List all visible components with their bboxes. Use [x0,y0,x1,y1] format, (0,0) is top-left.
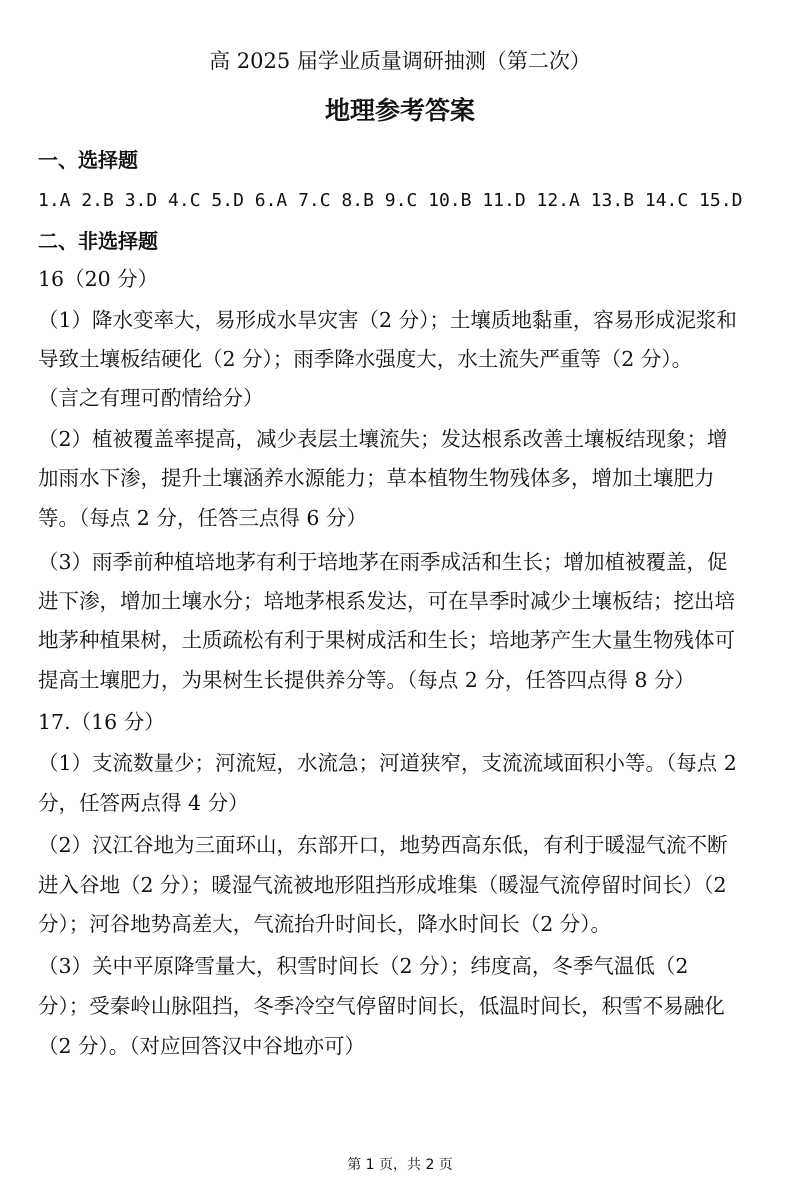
answer-line: 进下渗，增加土壤水分；培地茅根系发达，可在旱季时减少土壤板结；挖出培 [38,589,735,613]
answer-line: 地茅种植果树，土质疏松有利于果树成活和生长；培地茅产生大量生物残体可 [38,628,735,652]
answer-line: 进入谷地（2 分）；暖湿气流被地形阻挡形成堆集（暖湿气流停留时间长）（2 [38,873,727,897]
answer-line: （3）雨季前种植培地茅有利于培地茅在雨季成活和生长；增加植被覆盖，促 [38,550,728,574]
question-16-label: 16（20 分） [38,267,159,291]
section-heading-non-choice: 二、非选择题 [38,229,158,253]
answer-line: 分）；河谷地势高差大，气流抬升时间长，降水时间长（2 分）。 [38,912,612,936]
choice-answers: 1.A 2.B 3.D 4.C 5.D 6.A 7.C 8.B 9.C 10.B 11.D 12.A 13.B 14.C 15.D [38,190,743,211]
answer-line: 等。（每点 2 分，任答三点得 6 分） [38,506,367,530]
document-title: 地理参考答案 [324,96,475,125]
answer-line: 分）；受秦岭山脉阻挡，冬季冷空气停留时间长，低温时间长，积雪不易融化 [38,994,725,1018]
answer-line: （1）支流数量少；河流短，水流急；河道狭窄，支流流域面积小等。（每点 2 [38,751,737,775]
page-number: 第 1 页，共 2 页 [347,1157,453,1173]
exam-title: 高 2025 届学业质量调研抽测（第二次） [209,49,591,73]
answer-line: 导致土壤板结硬化（2 分）；雨季降水强度大，水土流失严重等（2 分）。 [38,347,693,371]
answer-line: 提高土壤肥力，为果树生长提供养分等。（每点 2 分，任答四点得 8 分） [38,668,695,692]
answer-line: （言之有理可酌情给分） [38,386,264,410]
answer-line: 分，任答两点得 4 分） [38,791,249,815]
answer-line: 加雨水下渗，提升土壤涵养水源能力；草本植物生物残体多，增加土壤肥力 [38,466,715,490]
question-17-label: 17.（16 分） [38,710,165,734]
answer-line: （3）关中平原降雪量大，积雪时间长（2 分）；纬度高，冬季气温低（2 [38,954,689,978]
answer-line: （2 分）。（对应回答汉中谷地亦可） [38,1034,366,1058]
answer-line: （2）汉江谷地为三面环山，东部开口，地势西高东低，有利于暖湿气流不断 [38,833,728,857]
answer-line: （1）降水变率大，易形成水旱灾害（2 分）；土壤质地黏重，容易形成泥浆和 [38,308,737,332]
answer-line: （2）植被覆盖率提高，减少表层土壤流失；发达根系改善土壤板结现象；增 [38,427,728,451]
section-heading-choice: 一、选择题 [38,148,138,172]
